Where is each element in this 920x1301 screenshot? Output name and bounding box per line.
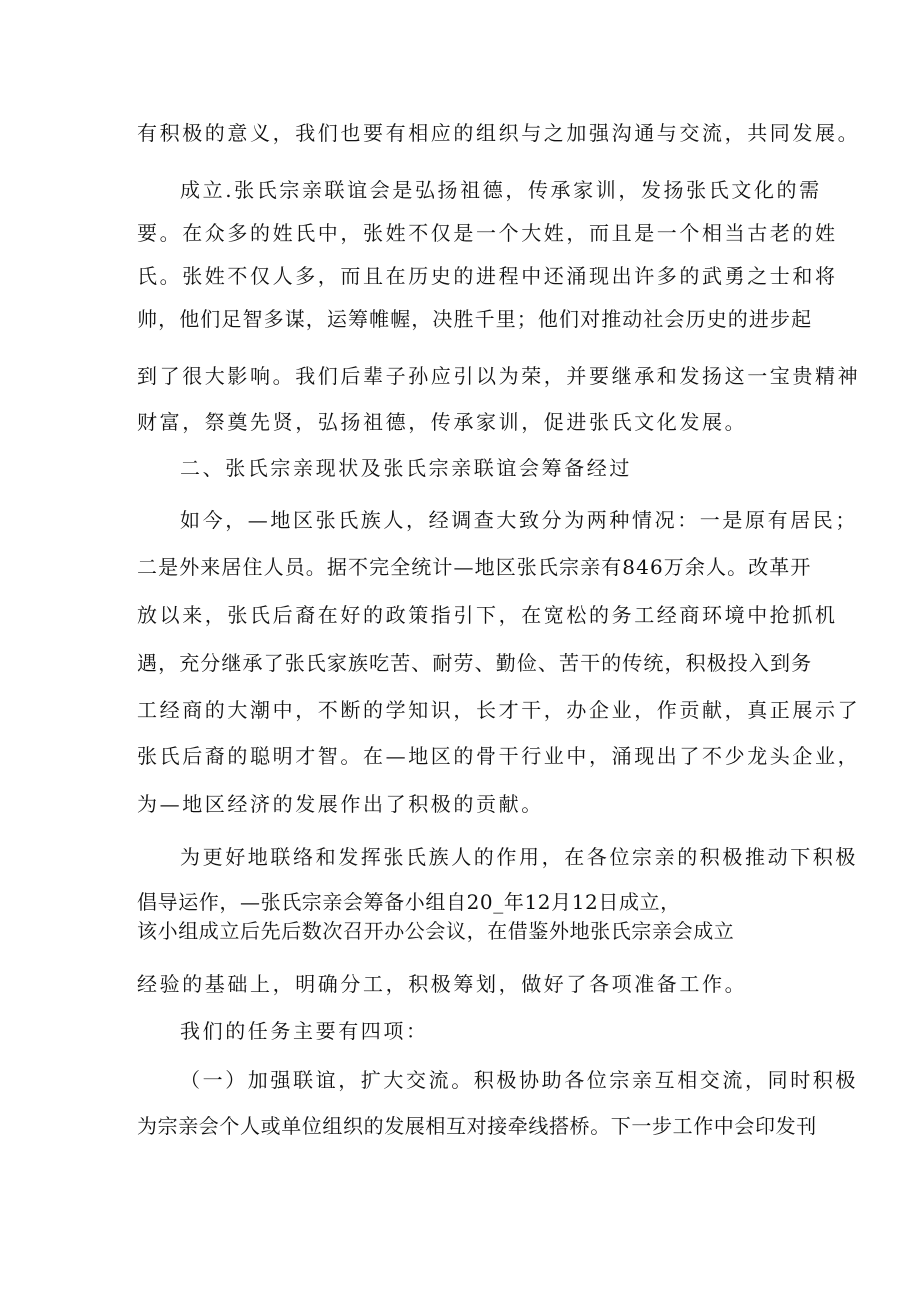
section-heading: 二、张氏宗亲现状及张氏宗亲联谊会筹备经过 <box>180 456 632 480</box>
paragraph-line: 帅，他们足智多谋，运筹帷幄，决胜千里；他们对推动社会历史的进步起 <box>137 307 813 331</box>
paragraph-line: 财富，祭奠先贤，弘扬祖德，传承家训，促进张氏文化发展。 <box>137 410 748 434</box>
paragraph-line: 倡导运作，—张氏宗亲会筹备小组自20_年12月12日成立， <box>137 890 681 914</box>
paragraph-line: 氏。张姓不仅人多，而且在历史的进程中还涌现出许多的武勇之士和将 <box>137 264 838 288</box>
paragraph-line: 到了很大影响。我们后辈子孙应引以为荣，并要继承和发扬这一宝贵精神 <box>137 364 861 388</box>
paragraph-line: 成立.张氏宗亲联谊会是弘扬祖德，传承家训，发扬张氏文化的需 <box>180 178 822 202</box>
paragraph-line: 经验的基础上，明确分工，积极筹划，做好了各项准备工作。 <box>137 972 748 996</box>
paragraph-line: 要。在众多的姓氏中，张姓不仅是一个大姓，而且是一个相当古老的姓 <box>137 221 838 245</box>
paragraph-line: 我们的任务主要有四项： <box>180 1019 429 1043</box>
paragraph-line: 为更好地联络和发挥张氏族人的作用，在各位宗亲的积极推动下积极 <box>180 845 858 869</box>
paragraph-line: 放以来，张氏后裔在好的政策指引下，在宽松的务工经商环境中抢抓机 <box>137 603 838 627</box>
paragraph-line: 张氏后裔的聪明才智。在—地区的骨干行业中，涌现出了不少龙头企业， <box>137 744 861 768</box>
paragraph-line: 遇，充分继承了张氏家族吃苦、耐劳、勤俭、苦干的传统，积极投入到务 <box>137 651 813 675</box>
paragraph-line: 如今，—地区张氏族人，经调查大致分为两种情况：一是原有居民； <box>180 508 858 532</box>
paragraph-line: 该小组成立后先后数次召开办公会议，在借鉴外地张氏宗亲会成立 <box>137 919 735 943</box>
paragraph-line: 工经商的大潮中，不断的学知识，长才干，办企业，作贡献，真正展示了 <box>137 698 861 722</box>
paragraph-line: 有积极的意义，我们也要有相应的组织与之加强沟通与交流，共同发展。 <box>137 121 861 145</box>
paragraph-line: 二是外来居住人员。据不完全统计—地区张氏宗亲有846万余人。改革开 <box>137 555 812 579</box>
paragraph-line: 为宗亲会个人或单位组织的发展相互对接牵线搭桥。下一步工作中会印发刊 <box>137 1114 817 1138</box>
paragraph-line: （一）加强联谊，扩大交流。积极协助各位宗亲互相交流，同时积极 <box>180 1068 858 1092</box>
paragraph-line: 为—地区经济的发展作出了积极的贡献。 <box>137 792 544 816</box>
